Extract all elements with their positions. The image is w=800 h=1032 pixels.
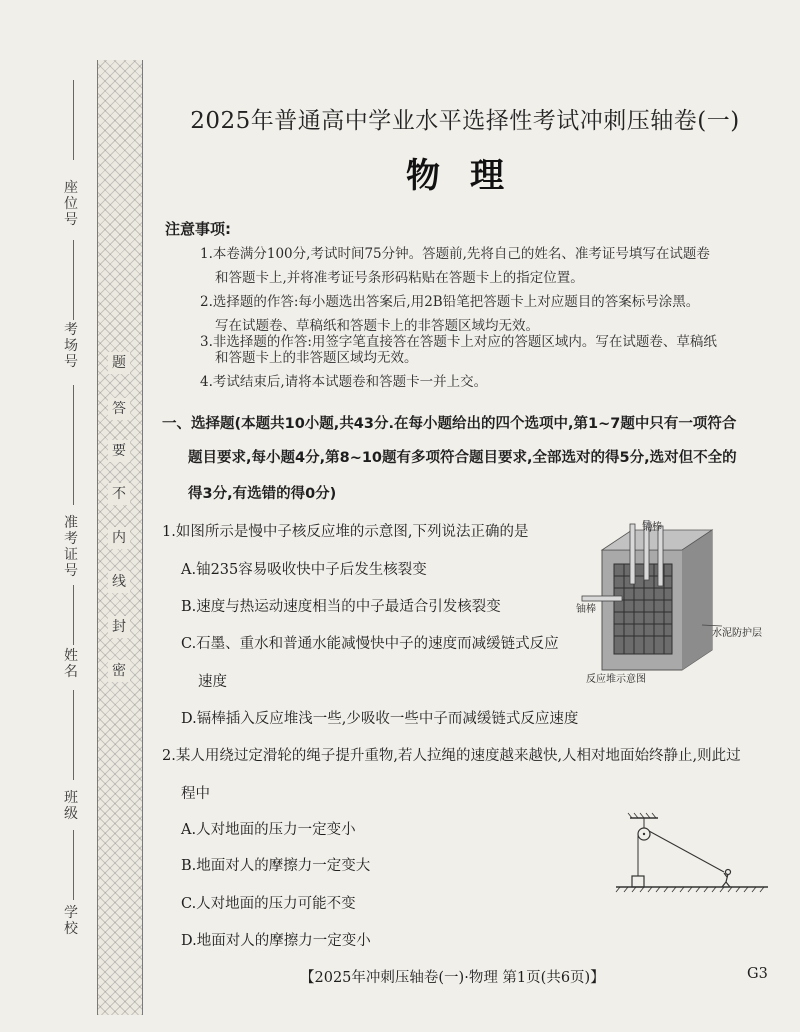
notice-line: 写在试题卷、草稿纸和答题卡上的非答题区域均无效。 (215, 318, 539, 334)
subject-title: 物理 (406, 156, 534, 196)
rope-diagonal (649, 831, 724, 872)
seal-char: 内 (108, 527, 130, 549)
exam-title: 2025年普通高中学业水平选择性考试冲刺压轴卷(一) (190, 108, 740, 134)
question-1-option-c-cont: 速度 (198, 674, 227, 690)
question-1-option-d: D.镉棒插入反应堆浅一些,少吸收一些中子而减缓链式反应速度 (181, 711, 579, 727)
section-heading-line: 题目要求,每小题4分,第8~10题有多项符合题目要求,全部选对的得5分,选对但不全的 (188, 450, 737, 466)
label-cadmium-rod: 镉棒 (642, 522, 662, 533)
question-1-option-a: A.铀235容易吸收快中子后发生核裂变 (181, 562, 427, 578)
label-cement-layer: 水泥防护层 (712, 628, 762, 639)
section-heading: 一、选择题(本题共10小题,共43分.在每小题给出的四个选项中,第1~7题中只有一项符合 (162, 416, 737, 432)
question-2-option-b: B.地面对人的摩擦力一定变大 (181, 858, 371, 874)
field-line (73, 385, 74, 505)
question-2-option-d: D.地面对人的摩擦力一定变小 (181, 933, 371, 949)
notice-line: 3.非选择题的作答:用签字笔直接答在答题卡上对应的答题区域内。写在试题卷、草稿纸 (200, 334, 717, 350)
question-1-option-c: C.石墨、重水和普通水能减慢快中子的速度而减缓链式反应 (181, 636, 559, 652)
notice-line: 和答题卡上,并将准考证号条形码粘贴在答题卡上的指定位置。 (215, 270, 584, 286)
question-2-option-c: C.人对地面的压力可能不变 (181, 896, 356, 912)
seal-char: 线 (108, 571, 130, 593)
school-label: 学校 (64, 905, 78, 937)
cement-side (682, 530, 712, 670)
seal-char: 封 (108, 616, 130, 638)
field-line (73, 585, 74, 645)
field-line (73, 240, 74, 320)
section-heading-line: 得3分,有选错的得0分) (188, 486, 337, 502)
seat-number-label: 座位号 (64, 180, 78, 228)
field-line (73, 80, 74, 160)
uranium-rod (582, 596, 622, 601)
reactor-figure (572, 520, 782, 690)
class-label: 班级 (64, 790, 78, 822)
exam-room-label: 考场号 (64, 322, 78, 370)
seal-char: 题 (108, 352, 130, 374)
field-line (73, 690, 74, 780)
question-2-stem-cont: 程中 (181, 786, 210, 802)
notice-line: 2.选择题的作答:每小题选出答案后,用2B铅笔把答题卡上对应题目的答案标号涂黑。 (200, 294, 700, 310)
notice-heading: 注意事项: (165, 220, 231, 238)
figure-caption: 反应堆示意图 (586, 674, 646, 685)
seal-char: 答 (108, 398, 130, 420)
question-2-stem: 2.某人用绕过定滑轮的绳子提升重物,若人拉绳的速度越来越快,人相对地面始终静止,则此过 (162, 748, 741, 764)
label-uranium-rod: 铀棒 (576, 604, 596, 615)
pulley-figure (612, 812, 772, 898)
page-footer: 【2025年冲刺压轴卷(一)·物理 第1页(共6页)】 (300, 970, 605, 986)
notice-line: 和答题卡上的非答题区域均无效。 (215, 350, 418, 366)
field-line (73, 830, 74, 900)
notice-line: 1.本卷满分100分,考试时间75分钟。答题前,先将自己的姓名、准考证号填写在试题卷 (200, 246, 710, 262)
paper-code: G3 (747, 966, 768, 982)
question-2-option-a: A.人对地面的压力一定变小 (181, 822, 356, 838)
seal-char: 密 (108, 660, 130, 682)
pulley-axle (643, 833, 645, 835)
seal-char: 不 (108, 483, 130, 505)
weight-block (632, 876, 644, 887)
name-label: 姓名 (64, 648, 78, 680)
question-1-option-b: B.速度与热运动速度相当的中子最适合引发核裂变 (181, 599, 501, 615)
admission-number-label: 准考证号 (64, 515, 78, 579)
seal-char: 要 (108, 440, 130, 462)
notice-line: 4.考试结束后,请将本试题卷和答题卡一并上交。 (200, 374, 488, 390)
question-1-stem: 1.如图所示是慢中子核反应堆的示意图,下列说法正确的是 (162, 524, 529, 540)
